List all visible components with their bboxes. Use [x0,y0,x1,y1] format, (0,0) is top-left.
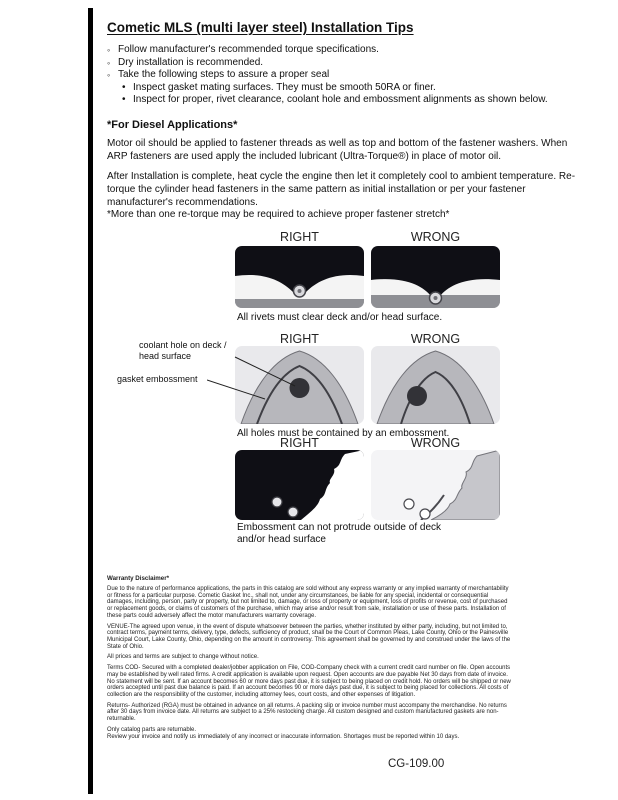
embossment-protruding-diagram [371,450,500,520]
tip-text: Inspect for proper, rivet clearance, coolant hole and embossment alignments as shown below. [133,94,548,105]
retorque-note: *More than one re-torque may be required to achieve proper fastener stretch* [107,209,450,220]
rivet-touching-diagram [371,246,500,308]
circle-bullet-icon: ◦ [107,70,111,80]
tip-text: Follow manufacturer's recommended torque specifications. [118,44,379,55]
legal-paragraph: Terms COD- Secured with a completed dealer/jobber application on File, COD-Company check with a current credit card number on file. Open accounts may be established by well rated firms. A credit application is available upon request. Open accounts are due payable Net 30 days from date of invoice. No statement will be sent. If an account becomes 60 or more days past due, it is subject to being placed on credit hold. No orders will be shipped or new orders accepted until past due balance is paid. If an account becomes 90 or more days past due, it is subject to being placed for collections. All costs of collection are the responsibility of the customer, including attorney fees, court costs, and other expenses of litigation. [107,665,511,698]
legal-paragraph: VENUE-The agreed upon venue, in the event of dispute whatsoever between the parties, whether instituted by either party, including, but not limited to, contract terms, payment terms, delivery, type, defects, sufficiency of product, shall be the Court of Common Pleas, Lake County, Ohio or the Painesville Municipal Court, Lake County, Ohio, depending on the amount in controversy. This agreement shall be governed by and construed under the laws of the State of Ohio. [107,623,511,650]
right-label: RIGHT [280,332,319,346]
list-item [107,44,597,57]
legal-paragraph: Returns- Authorized (RGA) must be obtained in advance on all returns. A packing slip or invoice number must accompany the merchandise. No returns after 30 days from invoice date. All returns are subject to a 25% restocking charge. All custom designed and custom manufactured gaskets are non-returnable. [107,702,507,723]
wrong-label: WRONG [410,332,461,346]
tip-text: Take the following steps to assure a proper seal [118,69,330,80]
circle-bullet-icon: ◦ [107,45,111,55]
tip-text: Dry installation is recommended. [118,56,264,68]
embossment-inside-diagram [235,450,364,520]
embossment-not-contained-image [371,346,500,424]
list-item [122,94,597,107]
callout-connector-lines [207,344,337,424]
wrong-label: WRONG [410,436,461,450]
row3-caption: Embossment can not protrude outside of deck and/or head surface [237,522,442,545]
legal-paragraph: Review your invoice and notify us immediately of any incorrect or inaccurate information. Shortages must be reported within 10 days. [107,733,460,740]
diagram-section [117,228,501,568]
row3-images [235,450,500,520]
circle-bullet-icon: ◦ [107,57,111,68]
page-code: CG-109.00 [388,758,445,770]
list-item [107,57,597,70]
page-title: Cometic MLS (multi layer steel) Installation Tips [107,20,414,35]
legal-section [107,576,513,744]
embossment-inside-deck-image [235,450,364,520]
row1-images [235,246,500,308]
left-border-rule [88,8,93,794]
legal-paragraph: All prices and terms are subject to change without notice. [107,654,259,661]
warranty-disclaimer-heading: Warranty Disclaimer* [107,575,170,582]
installation-tips-list [107,44,597,107]
rivet-right-image [235,246,364,308]
row1-headers [235,230,501,244]
coolant-hole-callout: coolant hole on deck / head surface [139,340,227,361]
diesel-paragraph-1: Motor oil should be applied to fastener threads as well as top and bottom of the fastener washers. When ARP fasteners are used apply the included lubricant (Ultra-Torque®) in place of motor oil. [107,138,568,162]
embossment-protruding-image [371,450,500,520]
row1-caption: All rivets must clear deck and/or head surface. [237,312,443,323]
list-item [107,69,597,82]
tip-text: Inspect gasket mating surfaces. They must be smooth 50RA or finer. [133,81,436,93]
diesel-applications-heading: *For Diesel Applications* [107,119,238,131]
legal-paragraph: Due to the nature of performance applications, the parts in this catalog are sold without any express warranty or any implied warranty of merchantability or fitness for a particular purpose. Cometic Gasket Inc., shall not, under any circumstances, be liable for any special, incidental or consequential damages, including, person, party or property, but not limited to, damage, or loss of property or equipment, loss of profits or revenue, cost of purchased or replacement goods, or claims of customers of the purchase, which may arise and/or result from sale, installation or use of these parts. Installation of these parts could adversely affect the motor manufacturers warranty coverage. [107,585,509,619]
hole-not-contained-diagram [371,346,500,424]
diesel-paragraph-2: After Installation is complete, heat cycle the engine then let it completely cool to ambient temperature. Re-torque the cylinder head fasteners in the same pattern as initial installation or per your fastener manufacturer's recommendations. [107,171,576,208]
legal-paragraph: Only catalog parts are returnable. [107,726,197,733]
gasket-embossment-callout: gasket embossment [117,374,198,384]
row3-headers [235,436,501,450]
list-item [122,82,597,95]
dot-bullet-icon: • [122,94,126,105]
dot-bullet-icon: • [122,81,126,93]
wrong-label: WRONG [410,230,461,244]
row2-caption: All holes must be contained by an embossment. [237,428,450,439]
rivet-clearing-diagram [235,246,364,308]
right-label: RIGHT [280,230,319,244]
rivet-wrong-image [371,246,500,308]
right-label: RIGHT [280,436,319,450]
